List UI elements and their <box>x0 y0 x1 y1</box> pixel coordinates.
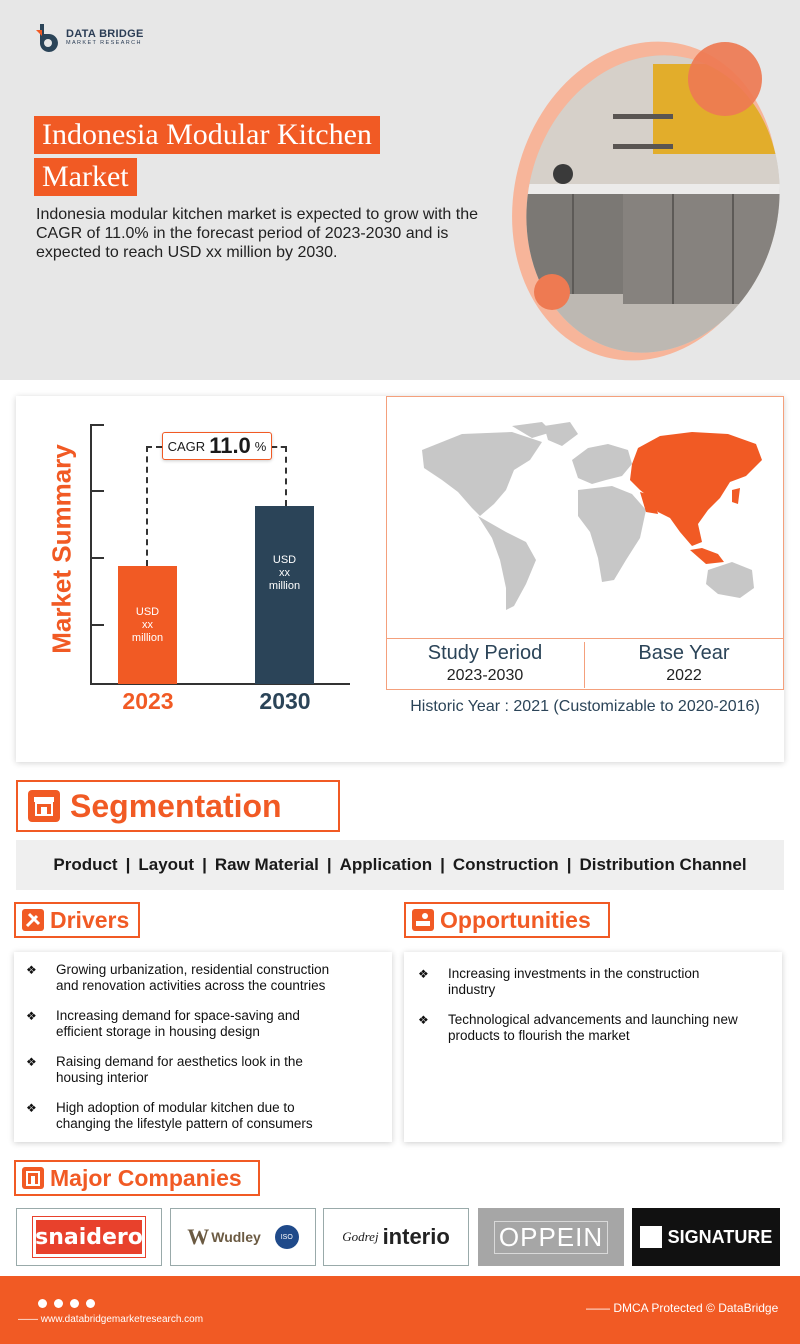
bar-2023-label-value: xx <box>142 618 153 631</box>
brand-mark-icon <box>34 22 60 52</box>
dash-line-2023 <box>146 446 148 566</box>
companies-title: Major Companies <box>50 1164 242 1191</box>
market-summary-heading: Market Summary <box>46 444 77 654</box>
segment-application: Application <box>339 855 433 874</box>
logo-snaidero[interactable] <box>16 1208 162 1266</box>
segmentation-title: Segmentation <box>70 787 282 824</box>
logo-snaidero-text: snaidero <box>35 1224 143 1250</box>
y-tick <box>92 424 104 426</box>
study-period-value: 2023-2030 <box>446 667 524 684</box>
drivers-title: Drivers <box>50 906 130 933</box>
opportunities-card <box>404 952 782 1142</box>
study-period-label: Study Period <box>427 642 543 664</box>
year-2023-label: 2023 <box>122 688 174 714</box>
logo-interio-text: interio <box>382 1224 450 1249</box>
tools-icon <box>22 909 44 931</box>
dash-connector-left <box>146 446 162 448</box>
website-link[interactable]: —— www.databridgemarketresearch.com <box>18 1314 204 1325</box>
store-icon <box>28 790 60 822</box>
brand-name: DATA BRIDGE <box>66 28 144 40</box>
drivers-card <box>14 952 392 1142</box>
logo-oppein[interactable] <box>478 1208 624 1266</box>
dash-line-2030 <box>285 446 287 506</box>
wudley-w-icon: W <box>187 1224 210 1249</box>
list-item: ❖ Raising demand for aesthetics look in the housing interior <box>26 1054 303 1085</box>
list-item: ❖ Increasing investments in the construction industry <box>418 966 700 997</box>
segment-product: Product <box>53 855 118 874</box>
decor-circle-small <box>534 274 570 310</box>
bar-2023-label-unit: million <box>131 631 164 644</box>
bar-2023 <box>118 566 177 684</box>
twitter-icon[interactable] <box>70 1299 79 1308</box>
logo-godrej-text: Godrej <box>342 1229 379 1244</box>
cagr-label: CAGR <box>167 438 206 454</box>
segment-construction: Construction <box>452 855 559 874</box>
bar-2023-label-currency: USD <box>135 605 160 618</box>
cagr-unit: % <box>254 438 267 454</box>
opportunities-heading <box>404 902 610 938</box>
logo-wudley-text: Wudley <box>211 1229 261 1245</box>
chart-y-axis <box>90 424 92 684</box>
bar-2030-label-value: xx <box>279 567 290 579</box>
brand-subtitle: MARKET RESEARCH <box>66 40 142 46</box>
logo-wudley[interactable] <box>170 1208 316 1266</box>
logo-signature-text: SIGNATURE <box>667 1226 773 1247</box>
cagr-value: 11.0 <box>209 433 251 458</box>
y-tick <box>92 624 104 626</box>
companies-heading <box>14 1160 260 1196</box>
logo-signature[interactable] <box>632 1208 780 1266</box>
social-links <box>38 1299 95 1308</box>
bar-2030 <box>255 506 314 684</box>
decor-circle-large <box>688 42 762 116</box>
dash-connector-right <box>272 446 286 448</box>
brand-logo[interactable] <box>34 22 144 52</box>
hand-money-icon <box>412 909 434 931</box>
segmentation-list: Product | Layout | Raw Material | Application | Construction | Distribution Channel <box>16 840 784 890</box>
y-tick <box>92 490 104 492</box>
intro-text: Indonesia modular kitchen market is expected to grow with the CAGR of 11.0% in the forecast period of 2023-2030 and is expected to reach USD xx million by 2030. <box>36 206 479 261</box>
signature-s-icon <box>640 1226 662 1248</box>
base-year-value: 2022 <box>666 667 702 684</box>
segment-raw-material: Raw Material <box>214 855 319 874</box>
whatsapp-icon[interactable] <box>38 1299 47 1308</box>
segment-layout: Layout <box>138 855 195 874</box>
page-title-line1: Indonesia Modular Kitchen <box>34 116 380 154</box>
opportunities-title: Opportunities <box>440 906 591 933</box>
period-divider-h <box>386 638 784 639</box>
world-map <box>402 420 768 616</box>
base-year-label: Base Year <box>638 642 730 664</box>
page-title-line2: Market <box>34 158 137 196</box>
list-item: ❖ High adoption of modular kitchen due to changing the lifestyle pattern of consumers <box>26 1100 313 1131</box>
historic-year-text: Historic Year : 2021 (Customizable to 2020-2016) <box>410 698 760 715</box>
list-item: ❖ Increasing demand for space-saving and efficient storage in housing design <box>26 1008 300 1039</box>
bar-2030-label-unit: million <box>268 580 301 592</box>
iso-badge-icon: ISO <box>275 1225 299 1249</box>
instagram-icon[interactable] <box>86 1299 95 1308</box>
segmentation-heading <box>16 780 340 832</box>
drivers-heading <box>14 902 140 938</box>
year-2030-label: 2030 <box>259 688 311 714</box>
logo-godrej-interio[interactable] <box>323 1208 469 1266</box>
y-tick <box>92 557 104 559</box>
bar-2030-label-currency: USD <box>272 554 297 566</box>
dmca-notice: —— DMCA Protected © DataBridge <box>586 1301 779 1315</box>
cagr-badge <box>162 432 272 460</box>
logo-oppein-text: OPPEIN <box>494 1221 608 1254</box>
list-item: ❖ Technological advancements and launching new products to flourish the market <box>418 1012 738 1043</box>
segment-distribution-channel: Distribution Channel <box>579 855 747 874</box>
facebook-icon[interactable] <box>54 1299 63 1308</box>
list-item: ❖ Growing urbanization, residential construction and renovation activities across the countries <box>26 962 330 993</box>
building-icon <box>22 1167 44 1189</box>
